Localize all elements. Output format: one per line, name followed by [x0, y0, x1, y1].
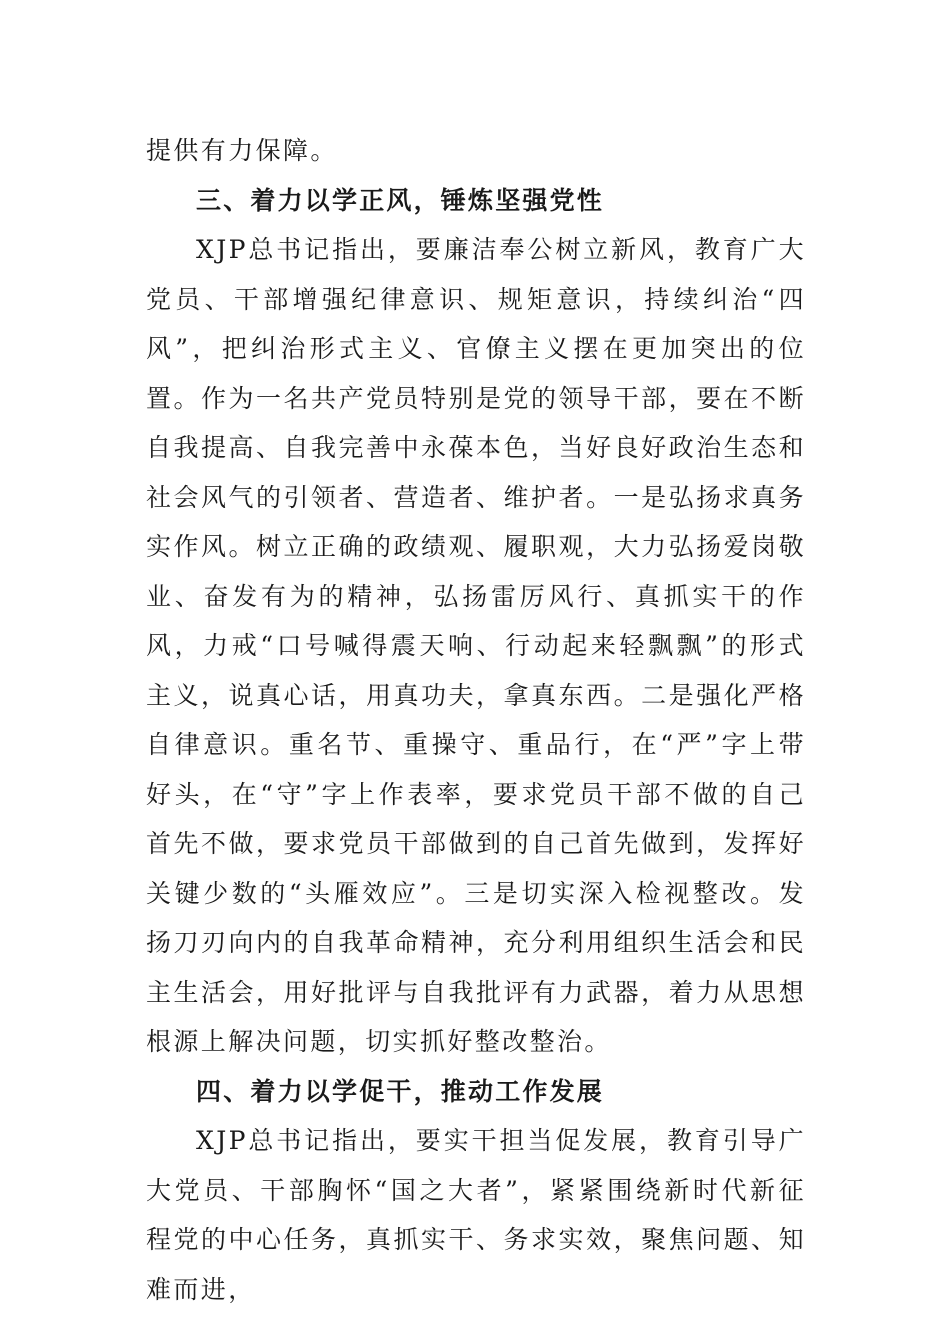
paragraph-section-three-body: XJP总书记指出，要廉洁奉公树立新风，教育广大党员、干部增强纪律意识、规矩意识，持续纠治“四风”，把纠治形式主义、官僚主义摆在更加突出的位置。作为一名共产党员特别是党的领导干部，要在不断自我提高、自我完善中永葆本色，当好良好政治生态和社会风气的引领者、营造者、维护者。一是弘扬求真务实作风。树立正确的政绩观、履职观，大力弘扬爱岗敬业、奋发有为的精神，弘扬雷厉风行、真抓实干的作风，力戒“口号喊得震天响、行动起来轻飘飘”的形式主义，说真心话，用真功夫，拿真东西。二是强化严格自律意识。重名节、重操守、重品行，在“严”字上带好头，在“守”字上作表率，要求党员干部不做的自己首先不做，要求党员干部做到的自己首先做到，发挥好关键少数的“头雁效应”。三是切实深入检视整改。发扬刀刃向内的自我革命精神，充分利用组织生活会和民主生活会，用好批评与自我批评有力武器，着力从思想根源上解决问题，切实抓好整改整治。 — [146, 235, 806, 1056]
section-heading-four: 四、着力以学促干，推动工作发展 — [196, 1076, 605, 1106]
document-body — [146, 126, 806, 1314]
section-heading-three: 三、着力以学正风，锤炼坚强党性 — [196, 185, 605, 215]
paragraph-section-four-body: XJP总书记指出，要实干担当促发展，教育引导广大党员、干部胸怀“国之大者”，紧紧围绕新时代新征程党的中心任务，真抓实干、务求实效，聚焦问题、知难而进， — [146, 1126, 806, 1304]
paragraph-closing-line: 提供有力保障。 — [146, 136, 338, 165]
